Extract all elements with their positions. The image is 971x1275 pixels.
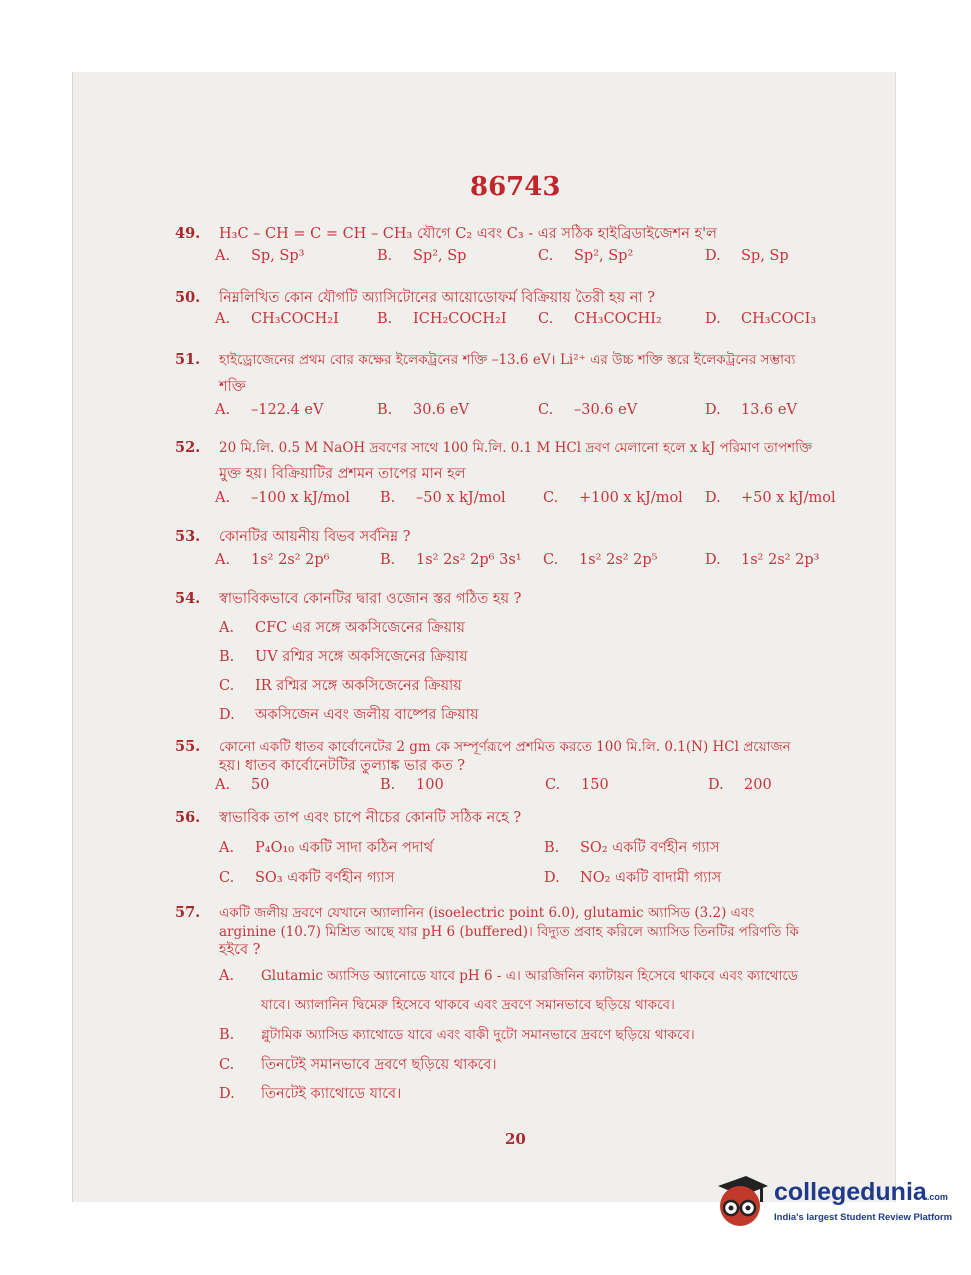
page-number: 20 — [505, 1130, 526, 1148]
question-55-cont: হয়। ধাতব কার্বোনেটটির তুল্যাঙ্ক ভার কত ? — [219, 758, 466, 774]
option-c: C. SO₃ একটি বর্ণহীন গ্যাস — [219, 870, 395, 886]
option-a: A. 1s² 2s² 2p⁶ — [215, 552, 330, 568]
question-text: স্বাভাবিকভাবে কোনটির দ্বারা ওজোন স্তর গঠিত হয় ? — [219, 591, 522, 607]
option-b: B. Sp², Sp — [377, 248, 467, 264]
option-b: B. ICH₂COCH₂I — [377, 311, 507, 327]
question-number: 49. — [175, 225, 201, 242]
option-b: B. –50 x kJ/mol — [380, 490, 506, 506]
question-text: হাইড্রোজেনের প্রথম বোর কক্ষের ইলেকট্রনের শক্তি –13.6 eV। Li²⁺ এর উচ্চ শক্তি স্তরে ইলেকট্রনের সম্ভাব্য — [219, 352, 796, 368]
question-number: 56. — [175, 809, 201, 826]
question-text: একটি জলীয় দ্রবণে যেখানে অ্যালানিন (isoelectric point 6.0), glutamic অ্যাসিড (3.2) এবং — [219, 905, 755, 921]
question-number: 53. — [175, 528, 201, 545]
option-d: D. 200 — [708, 777, 772, 793]
question-number: 57. — [175, 904, 201, 921]
mascot-icon — [712, 1172, 770, 1232]
option-a: A. CH₃COCH₂I — [215, 311, 339, 327]
option-c: C. –30.6 eV — [538, 402, 638, 418]
option-54-a: A. CFC এর সঙ্গে অকসিজেনের ক্রিয়ায় — [219, 620, 465, 636]
question-number: 55. — [175, 738, 201, 755]
option-d: D. +50 x kJ/mol — [705, 490, 836, 506]
option-c: C. +100 x kJ/mol — [543, 490, 683, 506]
option-a: A. Sp, Sp³ — [215, 248, 305, 264]
brand-tagline: India's largest Student Review Platform — [774, 1212, 953, 1223]
question-text: স্বাভাবিক তাপ এবং চাপে নীচের কোনটি সঠিক নহে ? — [219, 810, 522, 826]
option-a: A. –100 x kJ/mol — [215, 490, 350, 506]
question-number: 51. — [175, 351, 201, 368]
question-number: 54. — [175, 590, 201, 607]
option-c: C. 1s² 2s² 2p⁵ — [543, 552, 658, 568]
option-d: D. 13.6 eV — [705, 402, 797, 418]
question-text: কোনো একটি ধাতব কার্বোনেটের 2 gm কে সম্পূর্ণরূপে প্রশমিত করতে 100 মি.লি. 0.1(N) HCl প্রয়োজন — [219, 739, 791, 755]
option-d: D. 1s² 2s² 2p³ — [705, 552, 820, 568]
question-text: 20 মি.লি. 0.5 M NaOH দ্রবণের সাথে 100 মি.লি. 0.1 M HCl দ্রবণ মেলানো হলে x kJ পরিমাণ তাপশক্তি — [219, 440, 813, 456]
question-text: কোনটির আয়নীয় বিভব সর্বনিম্ন ? — [219, 529, 411, 545]
brand-name: collegedunia.com — [774, 1178, 948, 1206]
question-52-cont: মুক্ত হয়। বিক্রিয়াটির প্রশমন তাপের মান হল — [219, 466, 466, 482]
option-54-d: D. অকসিজেন এবং জলীয় বাষ্পের ক্রিয়ায় — [219, 707, 479, 723]
option-a: A. P₄O₁₀ একটি সাদা কঠিন পদার্থ — [219, 840, 434, 856]
question-57-cont: arginine (10.7) মিশ্রিত আছে যার pH 6 (buffered)। বিদ্যুত প্রবাহ করিলে অ্যাসিড তিনটির পরিণতি কি — [219, 924, 799, 940]
option-b: B. SO₂ একটি বর্ণহীন গ্যাস — [544, 840, 720, 856]
question-text: নিম্নলিখিত কোন যৌগটি অ্যাসিটোনের আয়োডোফর্ম বিক্রিয়ায় তৈরী হয় না ? — [219, 290, 655, 306]
option-b: B. 100 — [380, 777, 444, 793]
option-b: B. 1s² 2s² 2p⁶ 3s¹ — [380, 552, 522, 568]
option-d: D. CH₃COCI₃ — [705, 311, 817, 327]
question-number: 52. — [175, 439, 201, 456]
option-d: D. NO₂ একটি বাদামী গ্যাস — [544, 870, 722, 886]
option-b: B. 30.6 eV — [377, 402, 469, 418]
option-57-d: D. তিনটেই ক্যাথোডে যাবে। — [219, 1086, 402, 1102]
option-54-b: B. UV রশ্মির সঙ্গে অকসিজেনের ক্রিয়ায় — [219, 649, 468, 665]
question-number: 50. — [175, 289, 201, 306]
option-54-c: C. IR রশ্মির সঙ্গে অকসিজেনের ক্রিয়ায় — [219, 678, 462, 694]
option-a: A. –122.4 eV — [215, 402, 324, 418]
option-d: D. Sp, Sp — [705, 248, 789, 264]
question-51-cont: শক্তি — [219, 379, 246, 395]
option-57-a-cont: যাবে। অ্যালানিন দ্বিমেরু হিসেবে থাকবে এবং দ্রবণে সমানভাবে ছড়িয়ে থাকবে। — [261, 997, 675, 1013]
collegedunia-logo — [712, 1172, 952, 1232]
option-57-c: C. তিনটেই সমানভাবে দ্রবণে ছড়িয়ে থাকবে। — [219, 1057, 497, 1073]
option-57-b: B. গ্লুটামিক অ্যাসিড ক্যাথোডে যাবে এবং বাকী দুটো সমানভাবে দ্রবণে ছড়িয়ে থাকবে। — [219, 1027, 695, 1043]
question-text: H₃C – CH = C = CH – CH₃ যৌগে C₂ এবং C₃ - এর সঠিক হাইব্রিডাইজেশন হ'ল — [219, 226, 717, 242]
paper-code: 86743 — [470, 172, 561, 202]
option-a: A. 50 — [215, 777, 270, 793]
question-57-cont2: হইবে ? — [219, 942, 261, 958]
option-c: C. Sp², Sp² — [538, 248, 634, 264]
option-57-a: A. Glutamic অ্যাসিড অ্যানোডে যাবে pH 6 - এ। আরজিনিন ক্যাটায়ন হিসেবে থাকবে এবং ক্যাথোডে — [219, 968, 798, 984]
option-c: C. CH₃COCHI₂ — [538, 311, 662, 327]
option-c: C. 150 — [545, 777, 609, 793]
